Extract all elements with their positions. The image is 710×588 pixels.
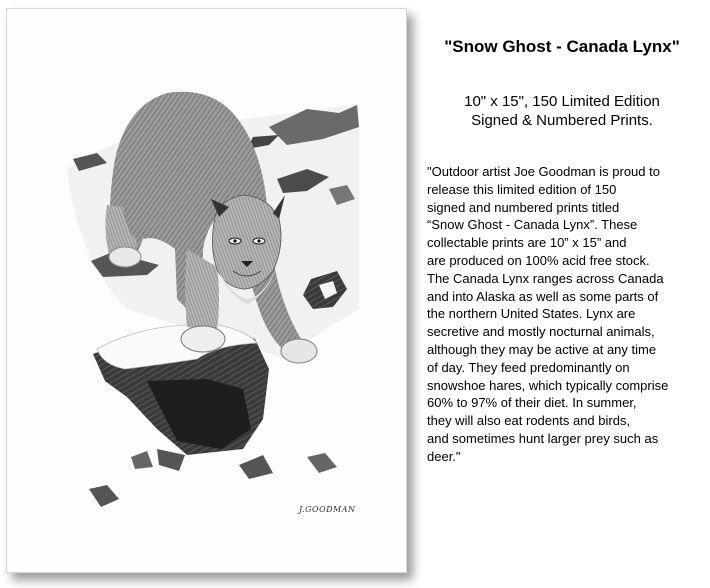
- artist-signature: J.GOODMAN: [299, 505, 356, 514]
- description-line: snowshoe hares, which typically comprise: [427, 377, 669, 393]
- description-line: The Canada Lynx ranges across Canada: [427, 270, 664, 286]
- description-line: secretive and mostly nocturnal animals,: [427, 324, 655, 340]
- print-title: "Snow Ghost - Canada Lynx": [444, 37, 680, 56]
- description-line: and sometimes hunt larger prey such as: [427, 430, 659, 446]
- description-line: the northern United States. Lynx are: [427, 306, 636, 322]
- description-line: they will also eat rodents and birds,: [427, 413, 631, 429]
- edition-info: [414, 92, 710, 130]
- description-line: collectable prints are 10” x 15” and: [427, 235, 627, 251]
- description-line: are produced on 100% acid free stock.: [427, 252, 650, 268]
- lynx-pencil-drawing: [7, 9, 406, 572]
- description-line: "Outdoor artist Joe Goodman is proud to: [427, 164, 660, 179]
- description-line: release this limited edition of 150: [427, 181, 617, 197]
- description-line: deer.": [427, 448, 461, 464]
- edition-line: Signed & Numbered Prints.: [471, 112, 653, 129]
- description-line: and into Alaska as well as some parts of: [427, 288, 659, 304]
- description-line: 60% to 97% of their diet. In summer,: [427, 395, 637, 411]
- edition-line: 10" x 15", 150 Limited Edition: [464, 93, 660, 110]
- description-line: of day. They feed predominantly on: [427, 359, 630, 375]
- print-description: [427, 163, 710, 466]
- art-print: [6, 8, 407, 573]
- description-line: signed and numbered prints titled: [427, 199, 620, 215]
- description-line: “Snow Ghost - Canada Lynx”. These: [427, 217, 638, 233]
- description-line: although they may be active at any time: [427, 341, 657, 357]
